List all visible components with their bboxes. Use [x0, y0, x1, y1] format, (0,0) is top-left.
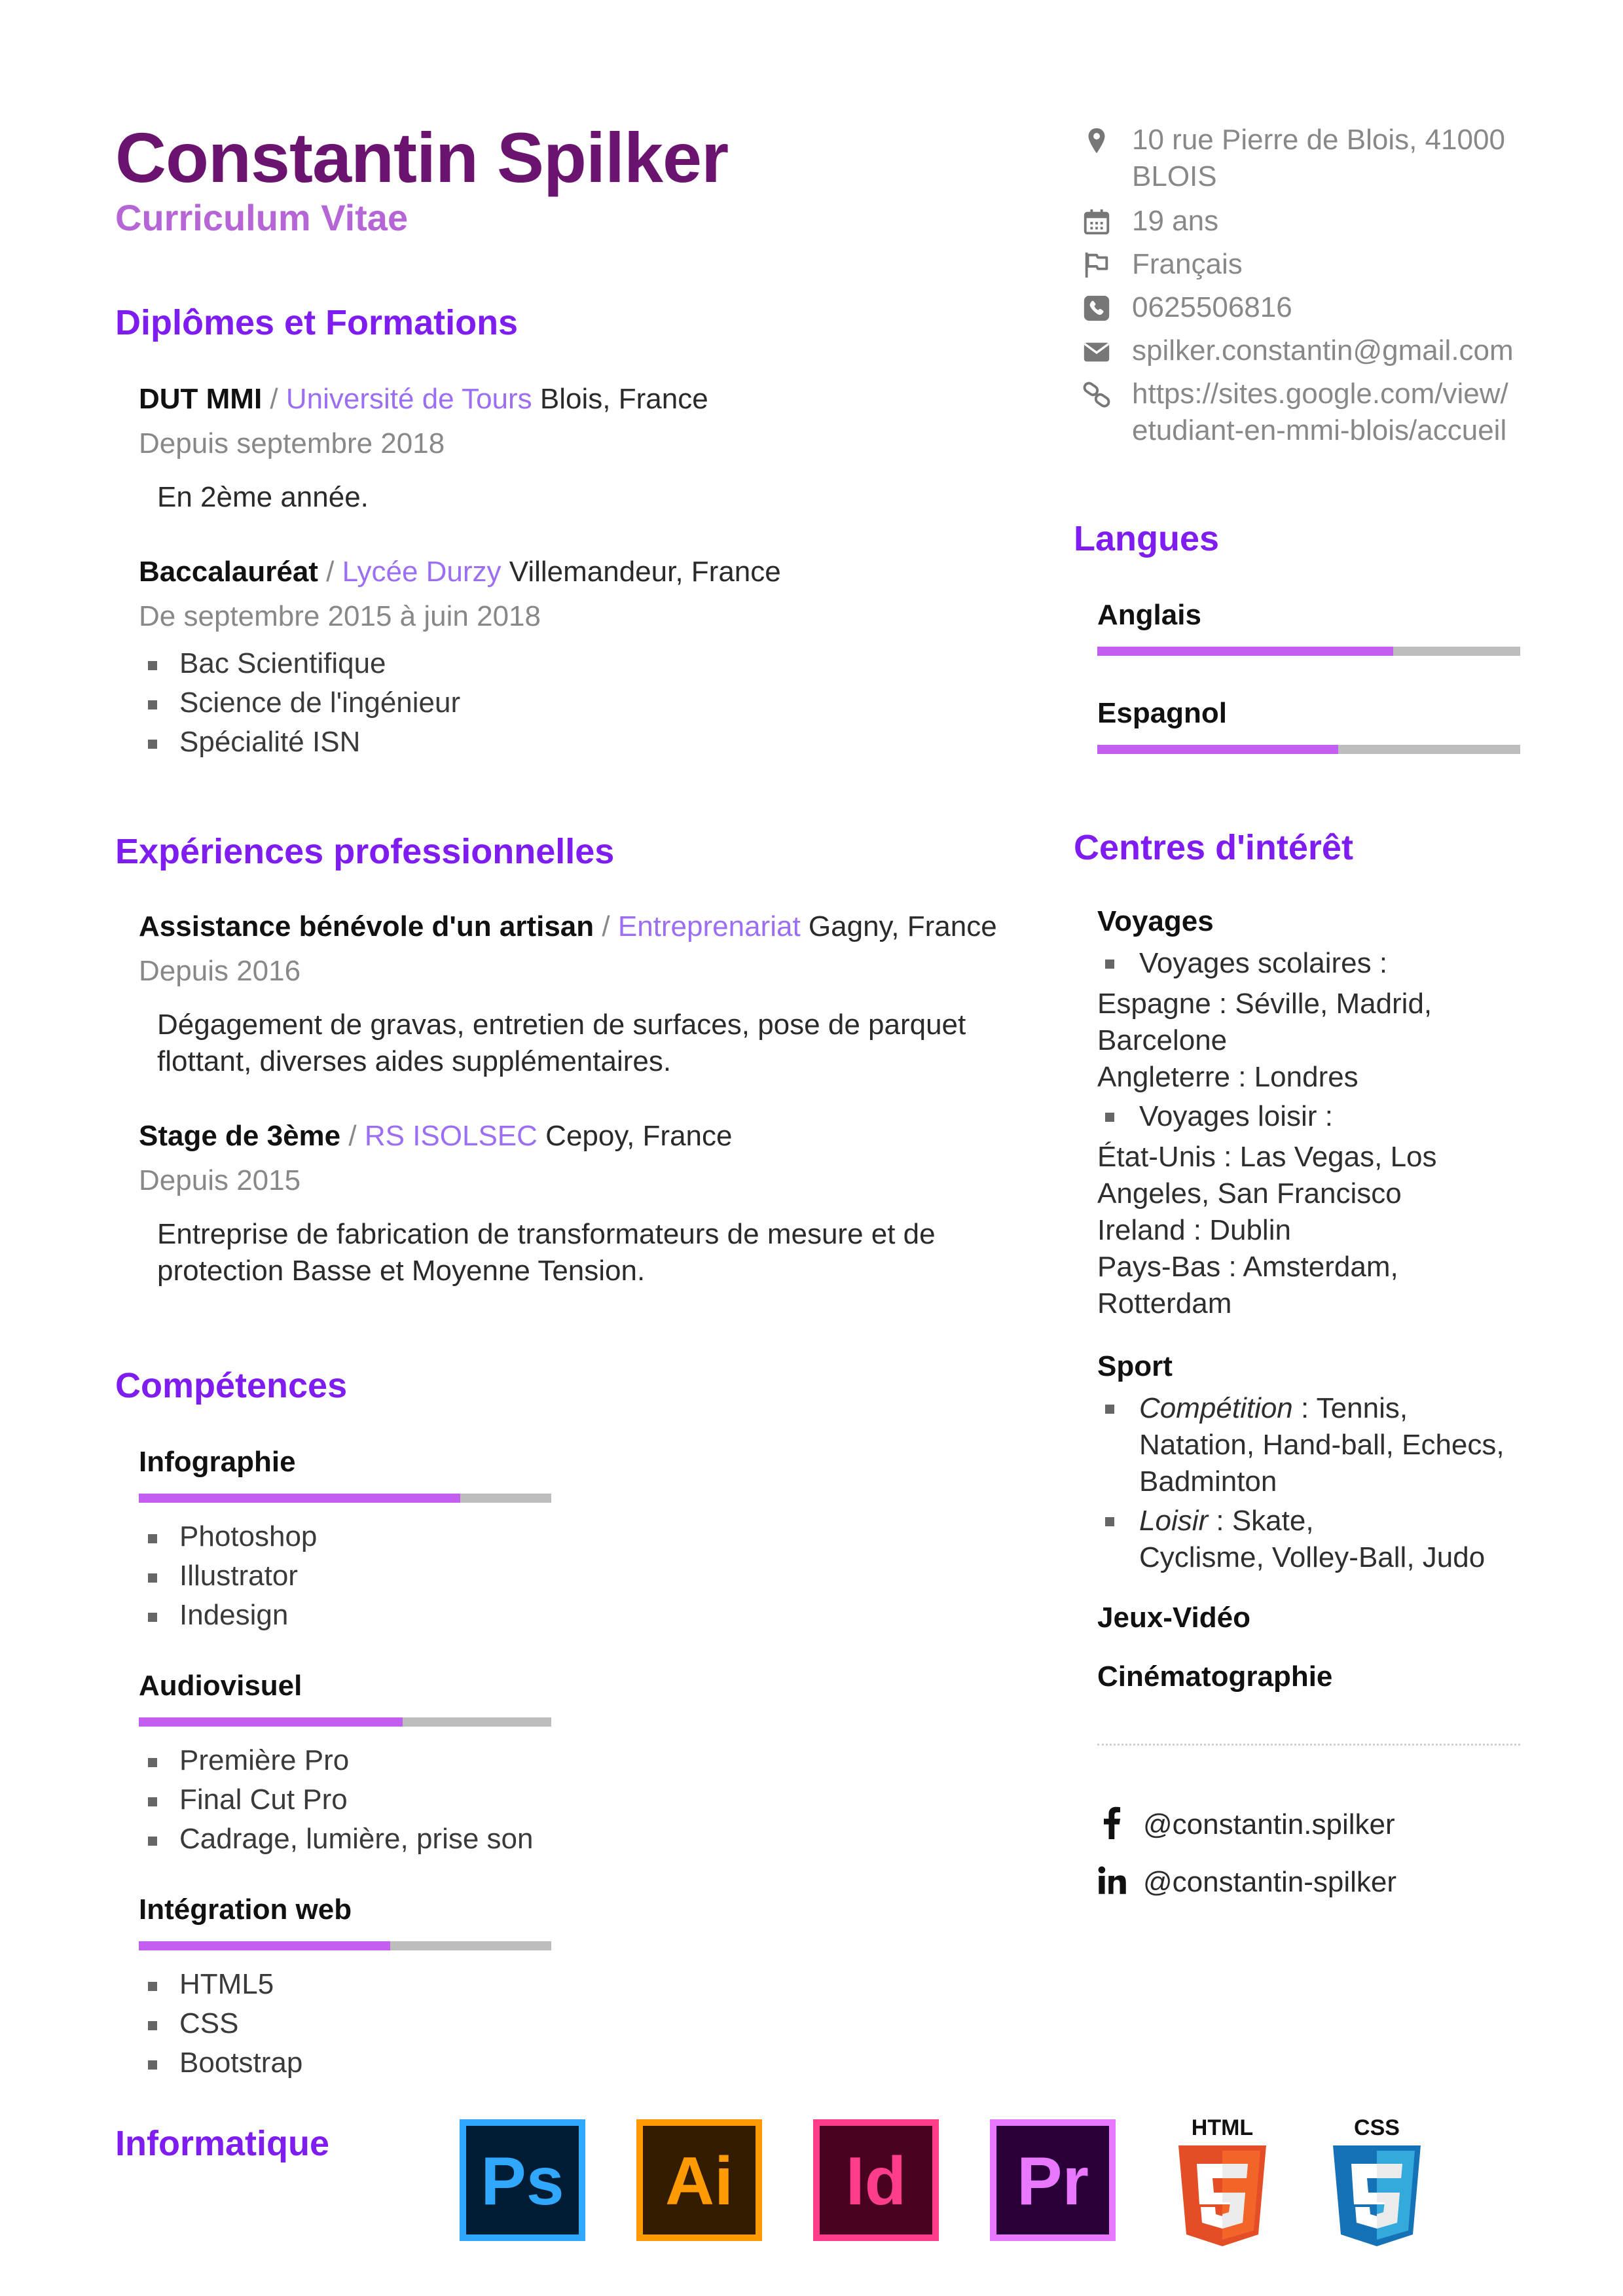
sport-category-label: Compétition: [1139, 1392, 1293, 1424]
education-entry-2-heading: [139, 554, 781, 590]
interest-title: Voyages: [1097, 905, 1214, 937]
skill-list: [139, 1517, 317, 1635]
interest-detail: Angleterre : Londres: [1097, 1061, 1359, 1093]
logo-label: Ps: [481, 2144, 564, 2219]
language-level-fill: [1097, 647, 1393, 656]
experience-entry-2-date: Depuis 2015: [139, 1164, 301, 1196]
map-pin-icon: [1082, 126, 1112, 156]
interest-subitem: Voyages loisir :: [1097, 1098, 1516, 1135]
list-item: Final Cut Pro: [139, 1780, 533, 1820]
education-entry-1-heading: [139, 381, 708, 418]
list-item: Illustrator: [139, 1556, 317, 1596]
school-link[interactable]: Lycée Durzy: [342, 556, 501, 588]
language-level-bar: [1097, 745, 1520, 754]
experience-entry-1-date: Depuis 2016: [139, 955, 301, 987]
sport-category-text: : Tennis,: [1292, 1392, 1408, 1424]
list-item: Science de l'ingénieur: [139, 683, 460, 723]
interest-title: Sport: [1097, 1350, 1173, 1382]
list-item: Bac Scientifique: [139, 644, 460, 683]
person-name: Constantin Spilker: [115, 118, 729, 197]
experience-entry-2-heading: [139, 1118, 732, 1155]
school-location: Villemandeur, France: [501, 556, 781, 588]
section-title-skills: Compétences: [115, 1366, 348, 1405]
premiere-logo-icon: [990, 2119, 1116, 2241]
html5-logo-icon: [1173, 2113, 1271, 2250]
education-entry-2-bullets: [139, 644, 460, 762]
section-title-informatique: Informatique: [115, 2124, 330, 2163]
experience-entry-1-heading: [139, 908, 997, 945]
skill-group-title: Infographie: [139, 1446, 296, 1478]
facebook-handle[interactable]: @constantin.spilker: [1143, 1808, 1395, 1840]
list-item: Cadrage, lumière, prise son: [139, 1820, 533, 1859]
skill-level-fill: [139, 1717, 403, 1727]
css3-logo-label: CSS: [1354, 2115, 1400, 2140]
skill-level-fill: [139, 1494, 460, 1503]
flag-icon: [1082, 250, 1112, 280]
list-item: Bootstrap: [139, 2043, 302, 2083]
experience-entry-2-description-line1: Entreprise de fabrication de transformateurs de mesure et de: [157, 1218, 936, 1250]
interest-detail: Espagne : Séville, Madrid,: [1097, 988, 1432, 1020]
illustrator-logo-icon: [636, 2119, 762, 2241]
website-text[interactable]: https://sites.google.com/view/ etudiant-en-mmi-blois/accueil: [1132, 378, 1508, 446]
language-level-bar: [1097, 647, 1520, 656]
interest-detail: État-Unis : Las Vegas, Los: [1097, 1141, 1437, 1173]
school-location: Blois, France: [532, 383, 708, 415]
phone-icon: [1082, 293, 1112, 323]
language-name: Espagnol: [1097, 697, 1228, 729]
education-entry-1-date: Depuis septembre 2018: [139, 427, 445, 459]
skill-group-title: Audiovisuel: [139, 1670, 302, 1702]
section-title-interests: Centres d'intérêt: [1074, 828, 1353, 867]
css3-logo-icon: [1328, 2113, 1426, 2250]
interest-detail: Cyclisme, Volley-Ball, Judo: [1139, 1541, 1486, 1573]
skill-level-bar: [139, 1717, 551, 1727]
skill-group-title: Intégration web: [139, 1893, 352, 1926]
separator: /: [262, 383, 286, 415]
separator: /: [594, 910, 618, 942]
interest-detail: Angeles, San Francisco: [1097, 1177, 1402, 1210]
job-title: Stage de 3ème: [139, 1120, 341, 1152]
interest-detail: Rotterdam: [1097, 1287, 1232, 1319]
organization-link[interactable]: Entreprenariat: [617, 910, 801, 942]
nationality-text: Français: [1132, 248, 1243, 280]
experience-entry-1-description-line1: Dégagement de gravas, entretien de surfaces, pose de parquet: [157, 1009, 966, 1041]
interest-detail: Barcelone: [1097, 1024, 1228, 1056]
skill-list: [139, 1741, 533, 1859]
list-item: Indesign: [139, 1596, 317, 1635]
interest-voyages: [1097, 903, 1516, 1322]
html5-logo-label: HTML: [1191, 2115, 1254, 2140]
job-location: Gagny, France: [800, 910, 997, 942]
age-text: 19 ans: [1132, 205, 1219, 237]
interest-detail: Ireland : Dublin: [1097, 1214, 1291, 1246]
list-item: Première Pro: [139, 1741, 533, 1780]
list-item: CSS: [139, 2004, 302, 2043]
interest-title-jeux-video: Jeux-Vidéo: [1097, 1602, 1250, 1634]
envelope-icon: [1082, 336, 1112, 367]
list-item: HTML5: [139, 1965, 302, 2004]
interest-sport: [1097, 1348, 1516, 1576]
skill-level-fill: [139, 1941, 390, 1950]
sport-category-text: : Skate,: [1208, 1505, 1314, 1537]
linkedin-handle[interactable]: @constantin-spilker: [1143, 1866, 1397, 1898]
interest-detail: Badminton: [1139, 1465, 1277, 1498]
organization-link[interactable]: RS ISOLSEC: [364, 1120, 538, 1152]
logo-label: Pr: [1017, 2144, 1089, 2219]
section-title-languages: Langues: [1074, 519, 1220, 558]
document-subtitle: Curriculum Vitae: [115, 197, 409, 238]
facebook-link[interactable]: [1097, 1806, 1464, 1846]
language-level-fill: [1097, 745, 1338, 754]
link-icon: [1082, 380, 1112, 410]
indesign-logo-icon: [813, 2119, 939, 2241]
section-title-education: Diplômes et Formations: [115, 303, 519, 342]
facebook-icon: [1097, 1806, 1123, 1839]
language-name: Anglais: [1097, 599, 1201, 631]
skill-list: [139, 1965, 302, 2083]
logo-label: Ai: [665, 2144, 733, 2219]
education-entry-2-date: De septembre 2015 à juin 2018: [139, 600, 541, 632]
interest-subitem: Voyages scolaires :: [1097, 945, 1516, 982]
list-item: Spécialité ISN: [139, 723, 460, 762]
interest-detail: Pays-Bas : Amsterdam,: [1097, 1251, 1398, 1283]
linkedin-link[interactable]: [1097, 1864, 1464, 1903]
list-item: Photoshop: [139, 1517, 317, 1556]
education-entry-1-description: En 2ème année.: [157, 481, 369, 513]
separator: /: [318, 556, 342, 588]
separator: /: [340, 1120, 365, 1152]
photoshop-logo-icon: [460, 2119, 585, 2241]
phone-text[interactable]: 0625506816: [1132, 291, 1292, 323]
skill-level-bar: [139, 1941, 551, 1950]
interest-title-cinematographie: Cinématographie: [1097, 1660, 1333, 1693]
address-text: 10 rue Pierre de Blois, 41000 BLOIS: [1132, 124, 1505, 192]
skill-level-bar: [139, 1494, 551, 1503]
job-title: Assistance bénévole d'un artisan: [139, 910, 594, 942]
linkedin-icon: [1097, 1865, 1127, 1895]
logo-label: Id: [845, 2144, 907, 2219]
experience-entry-2-description-line2: protection Basse et Moyenne Tension.: [157, 1255, 646, 1287]
school-link[interactable]: Université de Tours: [285, 383, 532, 415]
interest-detail: Natation, Hand-ball, Echecs,: [1139, 1429, 1504, 1461]
section-title-experience: Expériences professionnelles: [115, 832, 615, 871]
calendar-icon: [1082, 207, 1112, 237]
interest-subitem: [1097, 1503, 1516, 1539]
sport-category-label: Loisir: [1139, 1505, 1209, 1537]
interest-subitem: [1097, 1390, 1516, 1427]
experience-entry-1-description-line2: flottant, diverses aides supplémentaires.: [157, 1045, 672, 1077]
email-text[interactable]: spilker.constantin@gmail.com: [1132, 334, 1514, 367]
degree-title: Baccalauréat: [139, 556, 318, 588]
job-location: Cepoy, France: [537, 1120, 733, 1152]
degree-title: DUT MMI: [139, 383, 263, 415]
divider: [1097, 1744, 1520, 1746]
